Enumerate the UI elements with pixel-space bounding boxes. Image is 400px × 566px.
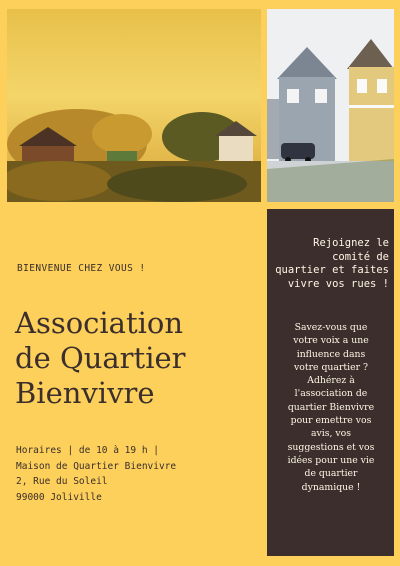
panel-body-line: pour emettre vos (290, 415, 372, 427)
houses-photo (267, 9, 394, 202)
panel-body-line: quartier Bienvivre (287, 401, 375, 413)
panel-lead-text (273, 237, 389, 291)
panel-body-line: Savez-vous que (294, 322, 368, 333)
panel-lead-line: quartier et faites (275, 264, 389, 276)
panel-lead-line: Rejoignez le (313, 237, 389, 249)
panel-lead-line: comité de (332, 250, 389, 263)
panel-body-line: de quartier (304, 468, 358, 480)
panel-body-line: votre quartier ? (293, 361, 368, 373)
panel-body-line: suggestions et vos (287, 441, 375, 453)
title-line: Association (15, 306, 184, 340)
contact-info (16, 443, 261, 505)
panel-body-line: votre voix a une (293, 335, 369, 347)
panel-body-line: idées pour une vie (287, 454, 375, 466)
panel-lead-line: vivre vos rues ! (287, 277, 389, 290)
panel-body-line: influence dans (296, 348, 366, 360)
info-panel (267, 209, 394, 556)
page-title (15, 306, 265, 411)
title-line: Bienvivre (15, 376, 155, 410)
panel-body-line: dynamique ! (301, 481, 361, 493)
panel-body-line: l'association de (294, 388, 368, 400)
postal-city: 99000 Joliville (16, 491, 102, 503)
panel-body-line: avis, vos (310, 428, 352, 440)
venue-name: Maison de Quartier Bienvivre (16, 460, 177, 472)
panel-body-text (273, 321, 389, 494)
neighborhood-photo (7, 9, 261, 202)
title-line: de Quartier (15, 341, 186, 375)
street-address: 2, Rue du Soleil (16, 476, 108, 488)
panel-body-line: Adhérez à (307, 375, 355, 387)
opening-hours: Horaires | de 10 à 19 h | (16, 445, 159, 456)
welcome-tagline: BIENVENUE CHEZ VOUS ! (17, 263, 146, 274)
